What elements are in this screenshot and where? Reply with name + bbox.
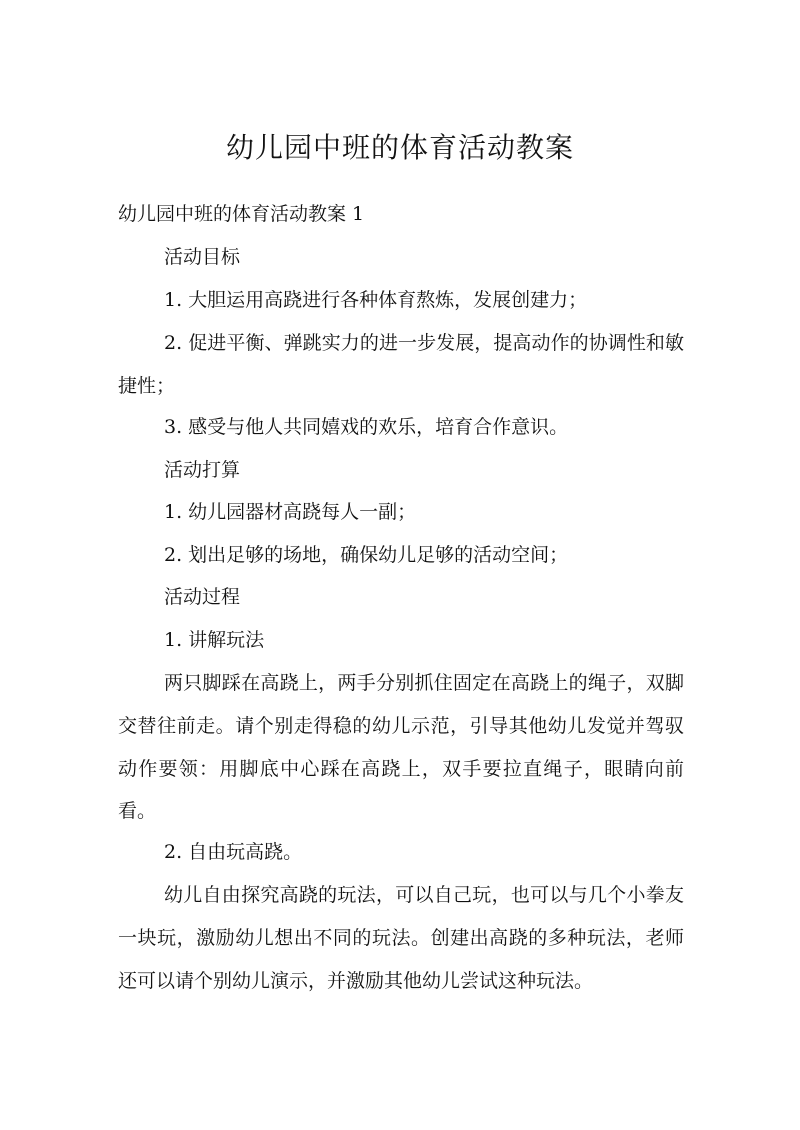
section-heading-goal: 活动目标 <box>164 246 241 268</box>
goal-item-1: 1. 大胆运用高跷进行各种体育熬炼，发展创建力； <box>164 289 588 311</box>
section-heading-process: 活动过程 <box>164 586 241 608</box>
goal-item-3: 3. 感受与他人共同嬉戏的欢乐，培育合作意识。 <box>164 416 569 438</box>
prep-item-1: 1. 幼儿园器材高跷每人一副； <box>164 501 417 523</box>
step2-heading: 2. 自由玩高跷。 <box>164 841 303 863</box>
step2-paragraph: 幼儿自由探究高跷的玩法，可以自己玩，也可以与几个小拳友一块玩，激励幼儿想出不同的玩法。创建出高跷的多种玩法，老师还可以请个别幼儿演示，并激励其他幼儿尝试这种玩法。 <box>118 884 684 992</box>
document-subtitle: 幼儿园中班的体育活动教案 1 <box>118 203 365 225</box>
prep-item-2: 2. 划出足够的场地，确保幼儿足够的活动空间； <box>164 544 569 566</box>
document-title: 幼儿园中班的体育活动教案 <box>225 131 574 164</box>
goal-item-2: 2. 促进平衡、弹跳实力的进一步发展，提高动作的协调性和敏捷性； <box>118 332 684 397</box>
step1-heading: 1. 讲解玩法 <box>164 629 265 651</box>
section-heading-prep: 活动打算 <box>164 459 241 481</box>
step1-paragraph: 两只脚踩在高跷上，两手分别抓住固定在高跷上的绳子，双脚交替往前走。请个别走得稳的幼儿示范，引导其他幼儿发觉并驾驭动作要领：用脚底中心踩在高跷上，双手要拉直绳子，眼睛向前看。 <box>118 672 684 823</box>
